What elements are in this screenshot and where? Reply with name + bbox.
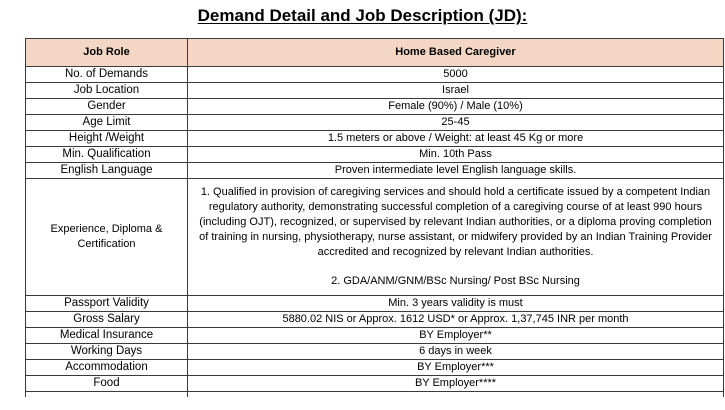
table-row	[26, 147, 724, 163]
experience-value	[188, 179, 724, 296]
row-value: Proven intermediate level English language skills.	[188, 163, 724, 179]
row-label: Working Days	[26, 344, 188, 360]
row-value: Israel	[188, 83, 724, 99]
table-row-cut	[26, 392, 724, 398]
row-value: BY Employer**	[188, 328, 724, 344]
table-row	[26, 131, 724, 147]
row-value: BY Employer***	[188, 360, 724, 376]
row-value: 6 days in week	[188, 344, 724, 360]
table-row	[26, 376, 724, 392]
row-value: 25-45	[188, 115, 724, 131]
table-row	[26, 163, 724, 179]
table-row	[26, 83, 724, 99]
row-value: 5000	[188, 67, 724, 83]
table-row	[26, 360, 724, 376]
table-row	[26, 296, 724, 312]
row-label: Height /Weight	[26, 131, 188, 147]
row-value: BY Employer****	[188, 376, 724, 392]
row-value: Min. 3 years validity is must	[188, 296, 724, 312]
row-value: Min. 10th Pass	[188, 147, 724, 163]
table-header-row	[26, 39, 724, 67]
cut-cell	[188, 392, 724, 398]
row-label: Min. Qualification	[26, 147, 188, 163]
table-row	[26, 67, 724, 83]
table-row	[26, 99, 724, 115]
header-value-cell: Home Based Caregiver	[188, 39, 724, 67]
header-label-cell: Job Role	[26, 39, 188, 67]
experience-label: Experience, Diploma & Certification	[26, 179, 188, 296]
row-label: Gross Salary	[26, 312, 188, 328]
row-value: Female (90%) / Male (10%)	[188, 99, 724, 115]
experience-row	[26, 179, 724, 296]
table-row	[26, 115, 724, 131]
row-label: Medical Insurance	[26, 328, 188, 344]
job-description-table	[25, 38, 724, 397]
table-row	[26, 328, 724, 344]
row-value: 1.5 meters or above / Weight: at least 45 Kg or more	[188, 131, 724, 147]
row-label: Accommodation	[26, 360, 188, 376]
row-value: 5880.02 NIS or Approx. 1612 USD* or Approx. 1,37,745 INR per month	[188, 312, 724, 328]
page-title: Demand Detail and Job Description (JD):	[197, 6, 528, 25]
table-row	[26, 312, 724, 328]
row-label: Age Limit	[26, 115, 188, 131]
row-label: Job Location	[26, 83, 188, 99]
row-label: Gender	[26, 99, 188, 115]
cut-cell	[26, 392, 188, 398]
table-row	[26, 344, 724, 360]
row-label: Food	[26, 376, 188, 392]
row-label: No. of Demands	[26, 67, 188, 83]
row-label: Passport Validity	[26, 296, 188, 312]
experience-point-2: 2. GDA/ANM/GNM/BSc Nursing/ Post BSc Nursing	[331, 275, 580, 287]
row-label: English Language	[26, 163, 188, 179]
experience-point-1: 1. Qualified in provision of caregiving services and should hold a certificate issued by a competent Indian regulatory authority, demonstrating successful completion of a caregiving course of at least 990 hours (including OJT), recognized, or supervised by relevant Indian authorities, or a diploma proving completion of training in nursing, physiotherapy, nurse assistant, or midwifery provided by an Indian Training Provider accredited and recognized by relevant Indian authorities.	[199, 186, 712, 258]
